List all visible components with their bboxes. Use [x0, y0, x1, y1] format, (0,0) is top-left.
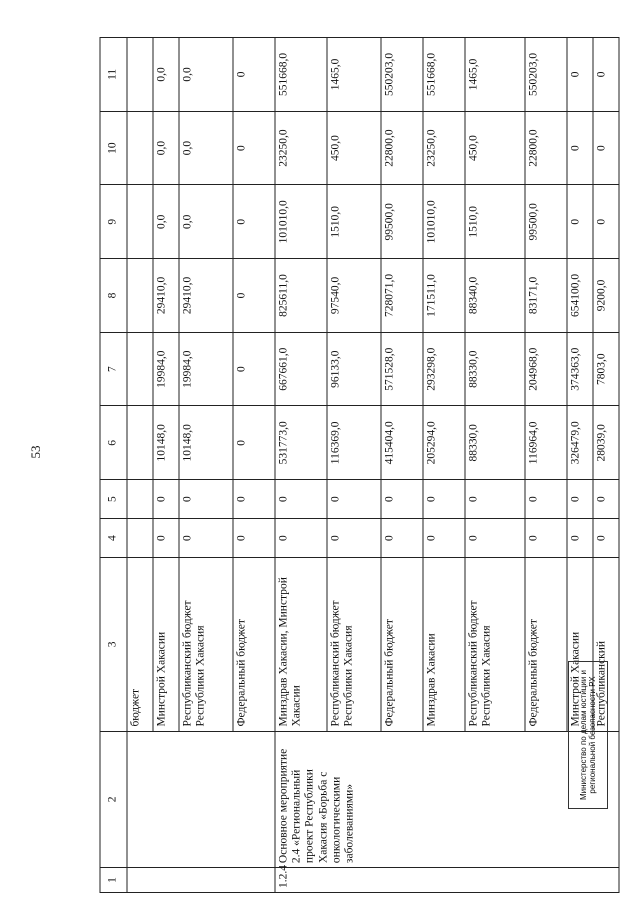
- value-cell: 531773,0: [275, 406, 327, 480]
- value-cell: 1465,0: [465, 38, 525, 112]
- value-cell: 99500,0: [381, 185, 423, 259]
- row-source-cell: Минздрав Хакасии: [423, 558, 465, 731]
- stamp: Министерство по делам юстиции и региональной безопасности РХ: [568, 661, 608, 809]
- value-cell: 0: [567, 111, 593, 185]
- rotated-table-container: [100, 37, 608, 893]
- row-code-cell: [127, 868, 275, 893]
- value-cell: 0,0: [153, 38, 179, 112]
- value-cell: 0: [233, 38, 275, 112]
- value-cell: 0: [233, 111, 275, 185]
- value-cell: 28039,0: [593, 406, 619, 480]
- row-source-cell: Федеральный бюджет: [233, 558, 275, 731]
- value-cell: 0: [465, 519, 525, 558]
- page-number: 53: [28, 445, 43, 459]
- value-cell: [127, 38, 153, 112]
- row-source-cell: Федеральный бюджет: [525, 558, 567, 731]
- value-cell: [127, 406, 153, 480]
- value-cell: 19984,0: [153, 332, 179, 406]
- value-cell: 22800,0: [381, 111, 423, 185]
- value-cell: 550203,0: [525, 38, 567, 112]
- value-cell: 101010,0: [275, 185, 327, 259]
- value-cell: 19984,0: [179, 332, 233, 406]
- row-source-cell: Республиканский бюджет Республики Хакасия: [179, 558, 233, 731]
- column-header: 11: [100, 38, 127, 112]
- value-cell: 0: [179, 519, 233, 558]
- value-cell: 9200,0: [593, 259, 619, 333]
- value-cell: [127, 519, 153, 558]
- table-header-row: [100, 38, 127, 893]
- row-source-cell: Республиканский бюджет Республики Хакасия: [465, 558, 525, 731]
- value-cell: 0,0: [153, 185, 179, 259]
- value-cell: 0: [233, 185, 275, 259]
- row-source-cell: бюджет: [127, 558, 153, 731]
- value-cell: [127, 111, 153, 185]
- value-cell: 0: [593, 38, 619, 112]
- value-cell: 654100,0: [567, 259, 593, 333]
- value-cell: 374363,0: [567, 332, 593, 406]
- value-cell: 171511,0: [423, 259, 465, 333]
- value-cell: 23250,0: [275, 111, 327, 185]
- row-name-cell: Основное мероприятие 2.4 «Региональный проект Республики Хакасия «Борьба с онкологическими заболеваниями»: [275, 731, 619, 868]
- value-cell: 0: [233, 519, 275, 558]
- budget-table: [100, 37, 620, 893]
- value-cell: 0: [233, 480, 275, 519]
- column-header: 1: [100, 868, 127, 893]
- value-cell: 0,0: [153, 111, 179, 185]
- value-cell: 0: [233, 259, 275, 333]
- value-cell: 88340,0: [465, 259, 525, 333]
- value-cell: 450,0: [327, 111, 381, 185]
- value-cell: 0: [381, 480, 423, 519]
- column-header: 4: [100, 519, 127, 558]
- value-cell: 551668,0: [423, 38, 465, 112]
- value-cell: [127, 480, 153, 519]
- row-source-cell: Минстрой Хакасии: [153, 558, 179, 731]
- value-cell: 0: [381, 519, 423, 558]
- value-cell: 571528,0: [381, 332, 423, 406]
- value-cell: 0: [593, 480, 619, 519]
- value-cell: 1465,0: [327, 38, 381, 112]
- value-cell: 23250,0: [423, 111, 465, 185]
- value-cell: [127, 259, 153, 333]
- value-cell: 667661,0: [275, 332, 327, 406]
- value-cell: 0: [593, 519, 619, 558]
- column-header: 9: [100, 185, 127, 259]
- value-cell: 0: [327, 480, 381, 519]
- value-cell: 116369,0: [327, 406, 381, 480]
- value-cell: 415404,0: [381, 406, 423, 480]
- value-cell: 0: [567, 185, 593, 259]
- value-cell: 88330,0: [465, 332, 525, 406]
- value-cell: 825611,0: [275, 259, 327, 333]
- value-cell: 29410,0: [153, 259, 179, 333]
- value-cell: 0: [423, 480, 465, 519]
- row-source-cell: Минздрав Хакасии, Минстрой Хакасии: [275, 558, 327, 731]
- column-header: 7: [100, 332, 127, 406]
- table-row: [127, 38, 153, 893]
- value-cell: 29410,0: [179, 259, 233, 333]
- value-cell: 0: [567, 38, 593, 112]
- value-cell: 83171,0: [525, 259, 567, 333]
- value-cell: 293298,0: [423, 332, 465, 406]
- value-cell: 96133,0: [327, 332, 381, 406]
- column-header: 3: [100, 558, 127, 731]
- value-cell: 0: [233, 406, 275, 480]
- value-cell: 550203,0: [381, 38, 423, 112]
- value-cell: 0: [327, 519, 381, 558]
- value-cell: 0: [275, 519, 327, 558]
- value-cell: 0: [153, 480, 179, 519]
- column-header: 5: [100, 480, 127, 519]
- value-cell: 0: [153, 519, 179, 558]
- value-cell: 116964,0: [525, 406, 567, 480]
- row-source-cell: Республиканский бюджет Республики Хакасия: [327, 558, 381, 731]
- value-cell: 97540,0: [327, 259, 381, 333]
- value-cell: 22800,0: [525, 111, 567, 185]
- value-cell: 0: [593, 185, 619, 259]
- value-cell: 7803,0: [593, 332, 619, 406]
- value-cell: 0: [525, 519, 567, 558]
- value-cell: 0: [423, 519, 465, 558]
- row-source-cell: Минстрой Хакасии: [567, 558, 593, 731]
- value-cell: 0: [567, 519, 593, 558]
- value-cell: 0: [465, 480, 525, 519]
- value-cell: 728071,0: [381, 259, 423, 333]
- value-cell: 0: [179, 480, 233, 519]
- value-cell: [127, 185, 153, 259]
- value-cell: 0: [593, 111, 619, 185]
- value-cell: 551668,0: [275, 38, 327, 112]
- column-header: 10: [100, 111, 127, 185]
- value-cell: 0: [233, 332, 275, 406]
- value-cell: 0,0: [179, 185, 233, 259]
- row-source-cell: Федеральный бюджет: [381, 558, 423, 731]
- column-header: 2: [100, 731, 127, 868]
- value-cell: 0,0: [179, 111, 233, 185]
- value-cell: 1510,0: [327, 185, 381, 259]
- column-header: 6: [100, 406, 127, 480]
- value-cell: 204968,0: [525, 332, 567, 406]
- table-row: [275, 38, 327, 893]
- table-body: [127, 38, 619, 893]
- value-cell: 10148,0: [179, 406, 233, 480]
- value-cell: 205294,0: [423, 406, 465, 480]
- value-cell: 0: [525, 480, 567, 519]
- value-cell: 101010,0: [423, 185, 465, 259]
- value-cell: 0,0: [179, 38, 233, 112]
- row-source-cell: Республиканский: [593, 558, 619, 731]
- value-cell: [127, 332, 153, 406]
- value-cell: 326479,0: [567, 406, 593, 480]
- row-name-cell: [127, 731, 275, 868]
- column-header: 8: [100, 259, 127, 333]
- value-cell: 0: [275, 480, 327, 519]
- value-cell: 0: [567, 480, 593, 519]
- row-code-cell: 1.2.4: [275, 868, 619, 893]
- value-cell: 99500,0: [525, 185, 567, 259]
- value-cell: 1510,0: [465, 185, 525, 259]
- value-cell: 88330,0: [465, 406, 525, 480]
- value-cell: 450,0: [465, 111, 525, 185]
- value-cell: 10148,0: [153, 406, 179, 480]
